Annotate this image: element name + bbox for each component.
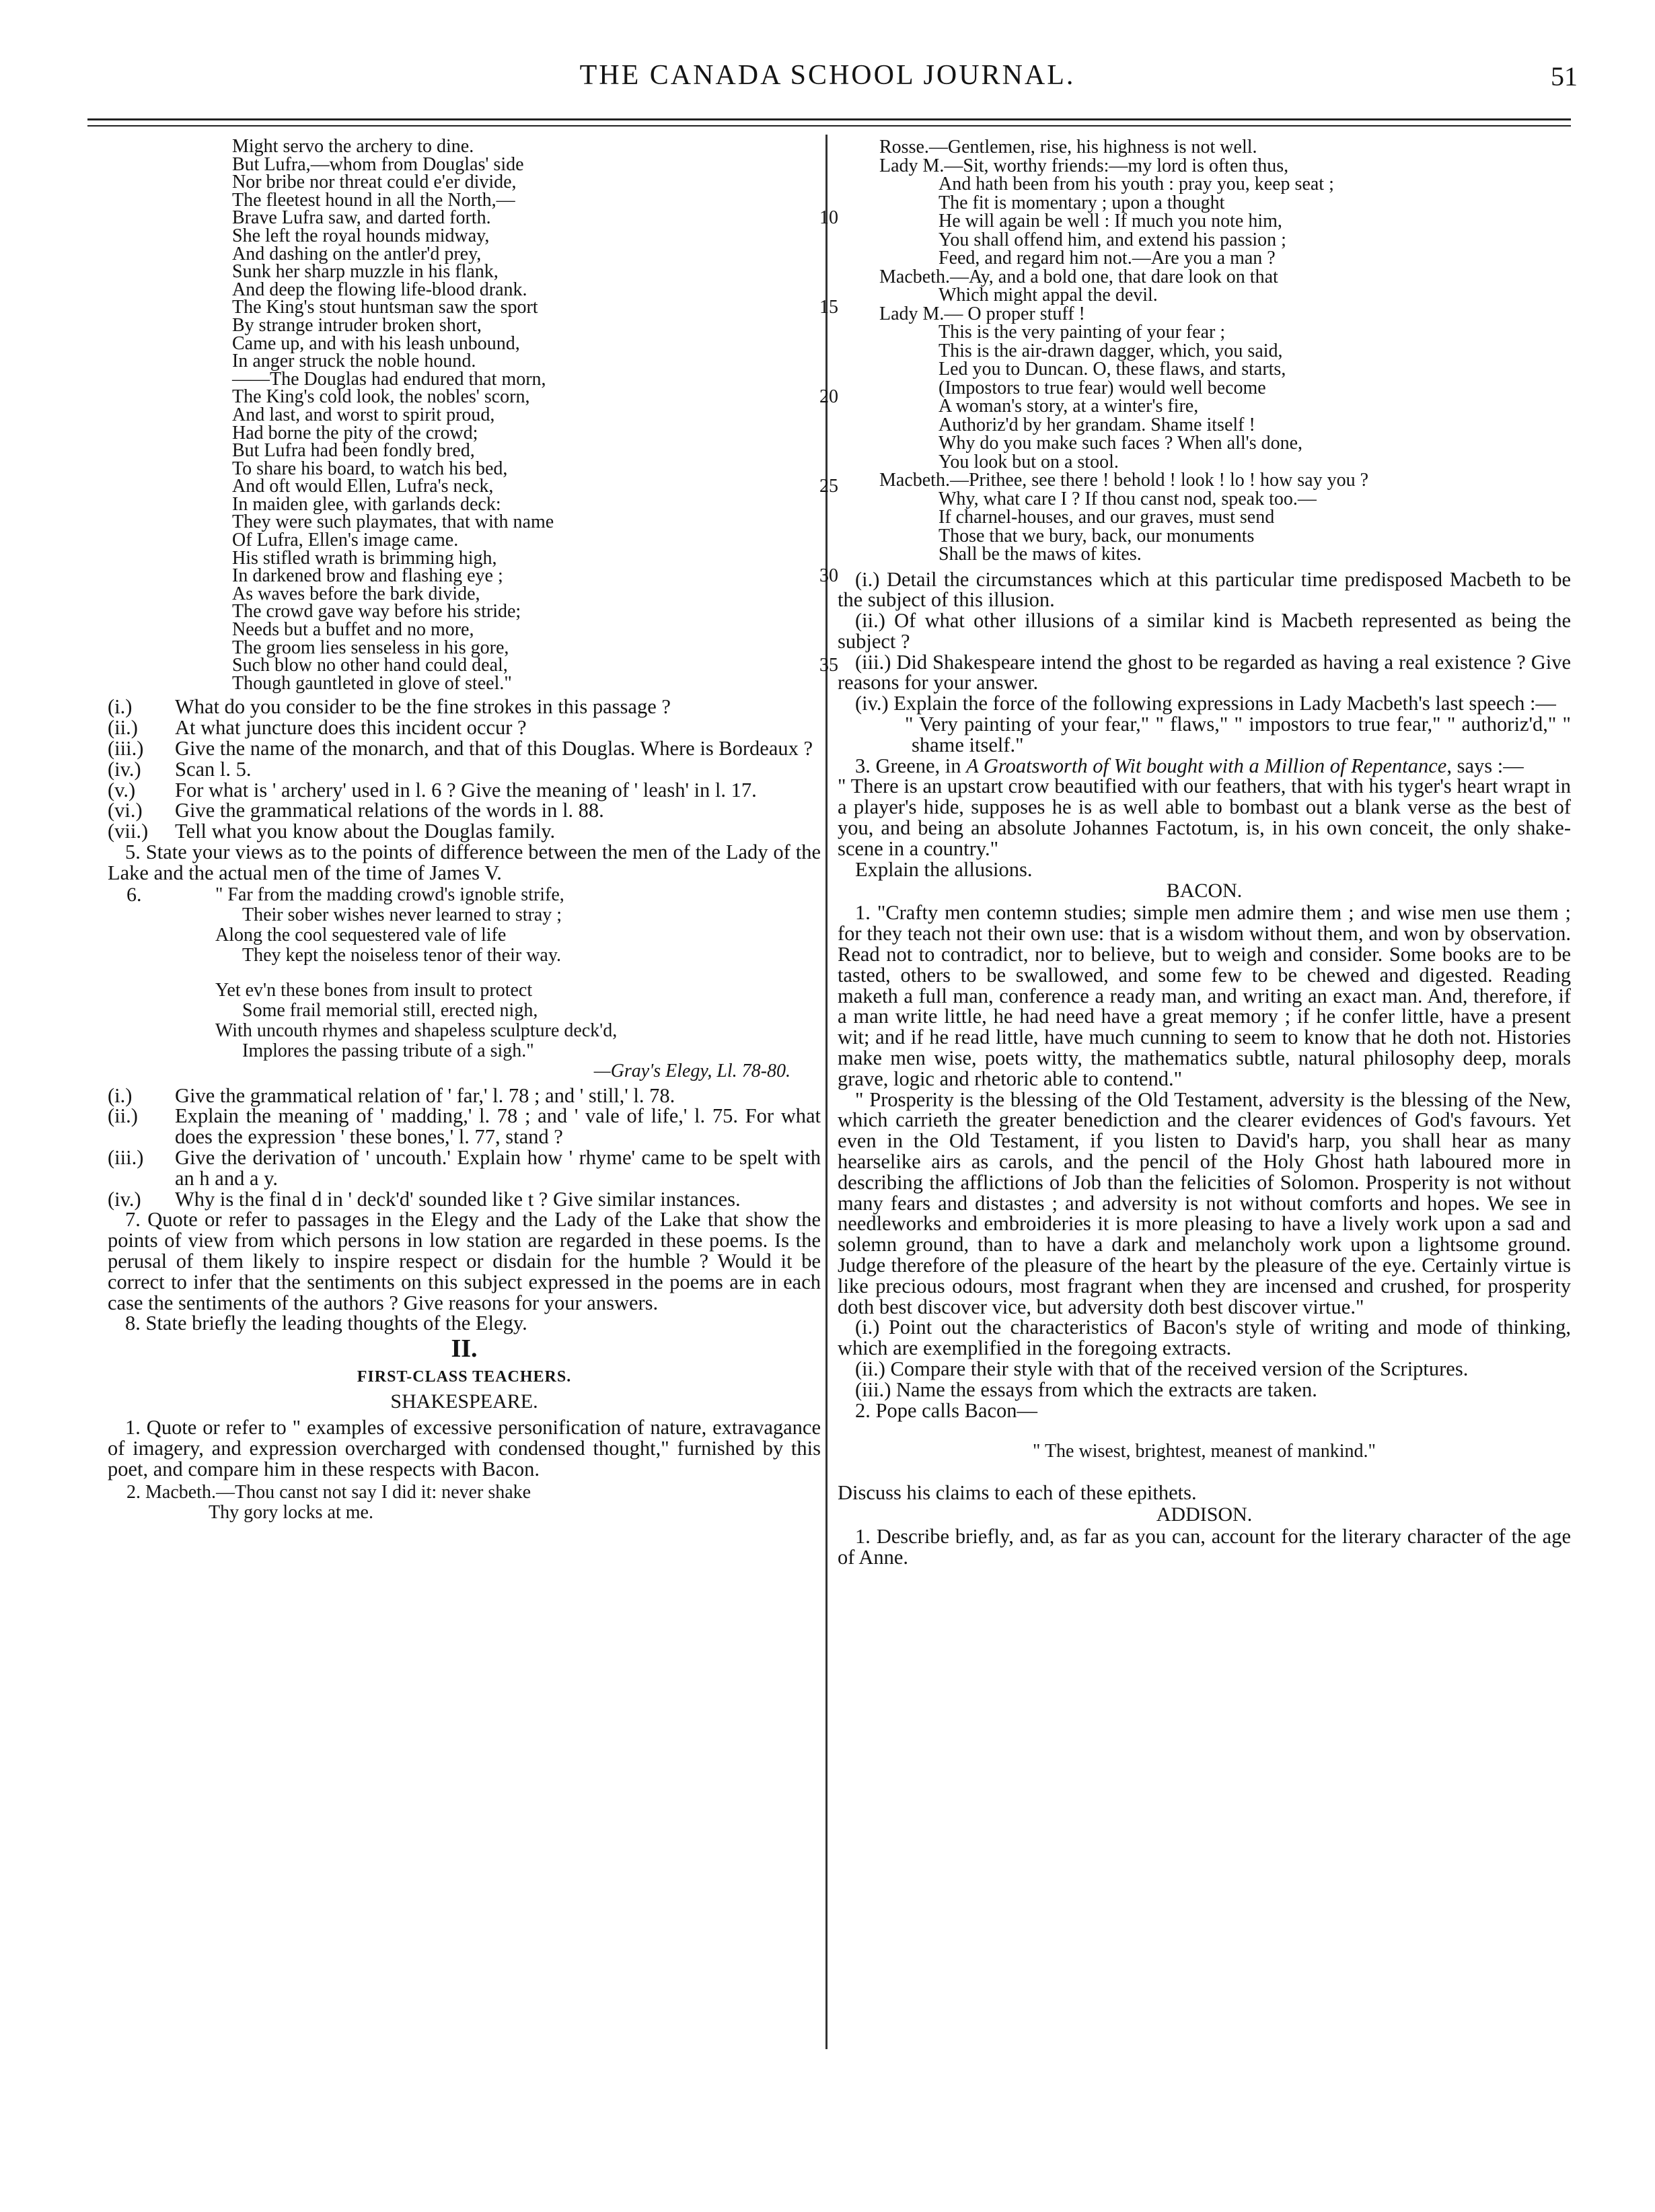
drama-line: A woman's story, at a winter's fire, (939, 396, 1199, 417)
poem-line (232, 476, 838, 497)
column-divider (825, 135, 828, 2049)
poem-line (232, 281, 821, 299)
macbeth-question-3: (iii.) Did Shakespeare intend the ghost to be regarded as having a real existence ? Give reasons for your answer. (838, 650, 1571, 694)
poem-line (232, 672, 821, 694)
drama-line: And hath been from his youth : pray you, keep seat ; (939, 174, 1334, 194)
question-item (108, 780, 821, 801)
greene-says: , says :— (1446, 754, 1524, 777)
poem-line (232, 207, 838, 229)
bacon-heading: BACON. (1166, 880, 1243, 902)
poem-line-text: Brave Lufra saw, and darted forth. (232, 207, 491, 229)
poem-line-text: In darkened brow and flashing eye ; (232, 565, 503, 587)
poem-line (232, 460, 821, 478)
drama-line: If charnel-houses, and our graves, must send (939, 507, 1275, 528)
poem-line-text: And deep the flowing life-blood drank. (232, 279, 527, 300)
question-5: 5. State your views as to the points of difference between the men of the Lady of the Lake and the actual men of the time of James V. (108, 840, 821, 884)
drama-line: Macbeth.—Ay, and a bold one, that dare look on that (879, 266, 1278, 287)
poem-line (232, 386, 838, 408)
elegy-line: They kept the noiseless tenor of their way. (242, 944, 562, 966)
question-item (108, 717, 821, 738)
poem-line (232, 368, 821, 390)
question-text: Why is the final d in ' deck'd' sounded like t ? Give similar instances. (175, 1187, 741, 1211)
page-number: 51 (1551, 61, 1578, 92)
question-number: (vi.) (108, 799, 143, 822)
poem-line-text: Sunk her sharp muzzle in his flank, (232, 261, 499, 283)
section-number: II. (451, 1334, 478, 1363)
poem-line (232, 263, 821, 281)
poem-line (232, 138, 821, 156)
poem-line (232, 189, 821, 211)
poem-line-text: The groom lies senseless in his gore, (232, 637, 509, 658)
drama-line: This is the air-drawn dagger, which, you said, (939, 340, 1283, 361)
question-8: 8. State briefly the leading thoughts of the Elegy. (125, 1312, 527, 1335)
bacon-question-2: (ii.) Compare their style with that of the received version of the Scriptures. (855, 1357, 1469, 1380)
drama-line: He will again be well : If much you note him, (939, 211, 1282, 231)
poem-line-text: The King's stout huntsman saw the sport (232, 297, 538, 318)
drama-line: Lady M.— O proper stuff ! (879, 303, 1085, 324)
poem-line-text: Needs but a buffet and no more, (232, 619, 474, 641)
macbeth-question-4: (iv.) Explain the force of the following expressions in Lady Macbeth's last speech :— (855, 692, 1556, 715)
question-number: (i.) (108, 695, 133, 719)
poem-line (232, 655, 838, 676)
question-7: 7. Quote or refer to passages in the Elegy and the Lady of the Lake that show the points of view from which persons in low station are regarded in these poems. Is the perusal of them likely to inspire respect or disdain for the humble ? Would it be correct to infer that the sentiments on this subject expressed in the poems are in each case the sentiments of the authors ? Give reasons for your answers. (108, 1208, 821, 1314)
question-item (108, 1189, 821, 1210)
line-number: 25 (819, 476, 838, 497)
line-number: 30 (819, 565, 838, 587)
question-number: (v.) (108, 778, 136, 801)
drama-line: Authoriz'd by her grandam. Shame itself ! (939, 414, 1255, 435)
poem-line (232, 639, 821, 657)
question-item (108, 800, 821, 821)
question-text: Tell what you know about the Douglas family. (175, 820, 556, 843)
poem-line-text: Nor bribe nor threat could e'er divide, (232, 172, 517, 193)
shakespeare-question-2-cont: Thy gory locks at me. (209, 1502, 373, 1524)
discuss-epithets: Discuss his claims to each of these epithets. (838, 1481, 1197, 1505)
poem-line (232, 585, 821, 604)
line-number: 20 (819, 386, 838, 408)
poem-line (232, 442, 821, 460)
macbeth-question-1: (i.) Detail the circumstances which at this particular time predisposed Macbeth to be the subject of this illusion. (838, 567, 1571, 612)
drama-line: You shall offend him, and extend his passion ; (939, 229, 1286, 250)
question-item (108, 697, 821, 717)
shakespeare-question-2: 2. Macbeth.—Thou canst not say I did it: never shake (126, 1481, 531, 1503)
poem-line-text: Might servo the archery to dine. (232, 136, 474, 157)
macbeth-excerpt (838, 138, 1571, 564)
question-list-1 (108, 697, 821, 842)
drama-line: Led you to Duncan. O, these flaws, and starts, (939, 359, 1286, 380)
poem-line-text: But Lufra,—whom from Douglas' side (232, 153, 524, 175)
poem-line-text: Though gauntleted in glove of steel." (232, 672, 512, 694)
question-text: Give the grammatical relations of the words in l. 88. (175, 799, 604, 822)
question-number: (ii.) (108, 1104, 138, 1128)
poem-line-text: Had borne the pity of the crowd; (232, 422, 478, 443)
question-item (108, 1085, 821, 1106)
poem-line (232, 314, 821, 336)
elegy-line: Their sober wishes never learned to stray ; (242, 904, 562, 925)
poem-line-text: And dashing on the antler'd prey, (232, 243, 482, 264)
bacon-extract-1: 1. "Crafty men contemn studies; simple men admire them ; and wise men use them ; for they teach not their own use: that is a wisdom without them, and won by observation. Read not to contradict, nor to believe, but to weigh and consider. Some books are to be tasted, others to be swallowed, and some few to be chewed and digested. Reading maketh a full man, conference a ready man, and writing an exact man. And, therefore, if a man write little, he had need have a great memory ; if he confer little, have a present wit; and if he read little, have much cunning to seem to know that he doth not. Histories make men wise, poets witty, the mathematics subtle, natural philosophy deep, morals grave, logic and rhetoric able to contend." (838, 901, 1571, 1090)
poem-line-text: The crowd gave way before his stride; (232, 601, 521, 622)
shakespeare-heading: SHAKESPEARE. (390, 1390, 538, 1413)
poem-line-text: And oft would Ellen, Lufra's neck, (232, 476, 494, 497)
drama-line: (Impostors to true fear) would well become (939, 377, 1266, 398)
drama-line: Shall be the maws of kites. (939, 544, 1142, 565)
question-text: What do you consider to be the fine strokes in this passage ? (175, 695, 671, 719)
poem-line-text: She left the royal hounds midway, (232, 225, 490, 246)
question-item (108, 821, 821, 842)
poem-line-text: By strange intruder broken short, (232, 314, 482, 336)
poem-line-text: But Lufra had been fondly bred, (232, 440, 475, 462)
elegy-line: Yet ev'n these bones from insult to protect (215, 979, 533, 1001)
journal-title: THE CANADA SCHOOL JOURNAL. (579, 60, 1076, 91)
pope-question: 2. Pope calls Bacon— (855, 1398, 1038, 1422)
question-6-number: 6. (126, 883, 142, 906)
poem-line (232, 493, 821, 515)
poem-line-text: In anger struck the noble hound. (232, 351, 476, 372)
poem-line (232, 603, 821, 621)
greene-lead: 3. Greene, in (855, 754, 967, 777)
question-list-2 (108, 1085, 821, 1210)
poem-line-text: His stifled wrath is brimming high, (232, 547, 497, 569)
elegy-line: Implores the passing tribute of a sigh." (242, 1040, 534, 1061)
poem-line-text: The fleetest hound in all the North,— (232, 189, 515, 211)
right-column (838, 138, 1571, 1568)
question-item (108, 738, 821, 759)
elegy-line: Some frail memorial still, erected nigh, (242, 999, 538, 1021)
question-item (108, 1106, 821, 1147)
drama-line: This is the very painting of your fear ; (939, 322, 1226, 343)
poem-line (232, 513, 821, 532)
poem-line-text: To share his board, to watch his bed, (232, 458, 508, 479)
question-number: (iii.) (108, 737, 144, 760)
macbeth-question-2: (ii.) Of what other illusions of a similar kind is Macbeth represented as being the subject ? (838, 609, 1571, 653)
poem-line-text: As waves before the bark divide, (232, 583, 480, 604)
poem-line (232, 353, 821, 371)
poem-line (232, 547, 821, 569)
lady-of-the-lake-excerpt (108, 136, 838, 694)
elegy-line: " Far from the madding crowd's ignoble strife, (215, 884, 564, 905)
question-text: Give the grammatical relation of ' far,' l. 78 ; and ' still,' l. 78. (175, 1083, 675, 1107)
poem-line (232, 406, 821, 425)
left-column (108, 136, 838, 1524)
poem-line-text: They were such playmates, that with name (232, 511, 554, 533)
bacon-question-3: (iii.) Name the essays from which the extracts are taken. (855, 1378, 1317, 1401)
pope-quote: " The wisest, brightest, meanest of mankind." (1033, 1441, 1376, 1462)
question-text: Give the name of the monarch, and that of this Douglas. Where is Bordeaux ? (175, 737, 813, 760)
elegy-attribution: —Gray's Elegy, Ll. 78-80. (593, 1060, 790, 1081)
macbeth-question-4-quote: " Very painting of your fear," " flaws," " impostors to true fear," " authoriz'd," " shame itself." (905, 713, 1571, 756)
question-number: (vii.) (108, 820, 149, 843)
first-class-heading: FIRST-CLASS TEACHERS. (357, 1368, 572, 1386)
question-text: Explain the meaning of ' madding,' l. 78 ; and ' vale of life,' l. 75. For what does the expression ' these bones,' l. 77, stand ? (175, 1104, 821, 1149)
poem-line (232, 621, 821, 639)
drama-line: Which might appal the devil. (939, 285, 1158, 306)
drama-line: Why do you make such faces ? When all's done, (939, 433, 1303, 454)
explain-allusions: Explain the allusions. (855, 857, 1033, 881)
question-item (108, 759, 821, 780)
bacon-extract-2: " Prosperity is the blessing of the Old Testament, adversity is the blessing of the New, which carrieth the greater benediction and the clearer evidences of God's favours. Yet even in the Old Testament, if you listen to David's harp, you shall hear as many hearselike airs as carols, and the pencil of the Holy Ghost hath laboured more in describing the afflictions of Job than the felicities of Solomon. Prosperity is not without many fears and distastes ; and adversity is not without comforts and hopes. We see in needleworks and embroideries it is more pleasing to have a lively work upon a sad and solemn ground, than to have a dark and melancholy work upon a lightsome ground. Judge therefore of the pleasure of the heart by the pleasure of the eye. Certainly virtue is like precious odours, most fragrant when they are incensed and crushed, for prosperity doth best discover vice, but adversity doth best discover virtue." (838, 1087, 1571, 1318)
question-number: (iii.) (108, 1145, 144, 1169)
question-number: (iv.) (108, 1187, 141, 1211)
poem-line (232, 532, 821, 550)
poem-line-text: Of Lufra, Ellen's image came. (232, 530, 459, 551)
poem-line (232, 297, 838, 318)
poem-line-text: Came up, and with his leash unbound, (232, 332, 520, 354)
elegy-line: Along the cool sequestered vale of life (215, 924, 507, 946)
drama-line: Rosse.—Gentlemen, rise, his highness is not well. (879, 137, 1257, 157)
page-header (0, 55, 1655, 102)
line-number: 10 (819, 207, 838, 229)
poem-line (232, 174, 821, 192)
poem-line-text: The King's cold look, the nobles' scorn, (232, 386, 530, 408)
question-number: (iv.) (108, 757, 141, 781)
drama-line: Why, what care I ? If thou canst nod, speak too.— (939, 488, 1317, 509)
line-number: 15 (819, 297, 838, 318)
elegy-line: With uncouth rhymes and shapeless sculpture deck'd, (215, 1020, 618, 1041)
question-text: At what juncture does this incident occur ? (175, 716, 527, 740)
poem-line (232, 227, 821, 246)
poem-line (232, 565, 838, 587)
addison-question-1: 1. Describe briefly, and, as far as you can, account for the literary character of the age of Anne. (838, 1525, 1571, 1569)
poem-line-text: In maiden glee, with garlands deck: (232, 493, 501, 515)
poem-line-text: ——The Douglas had endured that morn, (232, 368, 546, 390)
drama-line: Those that we bury, back, our monuments (939, 525, 1255, 546)
question-number: (ii.) (108, 716, 138, 740)
drama-line: Lady M.—Sit, worthy friends:—my lord is often thus, (879, 155, 1289, 176)
drama-line: Feed, and regard him not.—Are you a man ? (939, 248, 1276, 269)
drama-line: Macbeth.—Prithee, see there ! behold ! look ! lo ! how say you ? (879, 470, 1369, 491)
elegy-excerpt (108, 885, 821, 1081)
greene-question (838, 756, 1571, 777)
drama-line: You look but on a stool. (939, 451, 1119, 472)
question-text: For what is ' archery' used in l. 6 ? Give the meaning of ' leash' in l. 17. (175, 778, 757, 801)
question-item (108, 1147, 821, 1189)
greene-title: A Groatsworth of Wit bought with a Million of Repentance (966, 754, 1447, 777)
question-text: Give the derivation of ' uncouth.' Explain how ' rhyme' came to be spelt with an h and a y. (175, 1145, 821, 1190)
poem-line-text: Such blow no other hand could deal, (232, 655, 508, 676)
question-text: Scan l. 5. (175, 757, 252, 781)
shakespeare-question-1: 1. Quote or refer to " examples of excessive personification of nature, extravagance of imagery, and expression overcharged with condensed thought," furnished by this poet, and compare him in these respects with Bacon. (108, 1416, 821, 1480)
drama-line: The fit is momentary ; upon a thought (939, 192, 1225, 213)
poem-line (232, 422, 821, 443)
poem-line (232, 332, 821, 354)
poem-line (232, 153, 821, 175)
header-rule-thin (87, 125, 1571, 127)
header-rule (87, 118, 1571, 120)
greene-quote: " There is an upstart crow beautified with our feathers, that with his tyger's heart wrapt in a player's hide, supposes he is as well able to bombast out a blank verse as the best of you, and being an absolute Johannes Factotum, is, in his own conceit, the only shake-scene in a country." (838, 775, 1571, 860)
poem-line (232, 243, 821, 264)
line-number: 35 (819, 655, 838, 676)
bacon-question-1: (i.) Point out the characteristics of Bacon's style of writing and mode of thinking, which are exemplified in the foregoing extracts. (838, 1316, 1571, 1360)
addison-heading: ADDISON. (1156, 1503, 1253, 1526)
question-number: (i.) (108, 1083, 133, 1107)
poem-line-text: And last, and worst to spirit proud, (232, 404, 495, 425)
